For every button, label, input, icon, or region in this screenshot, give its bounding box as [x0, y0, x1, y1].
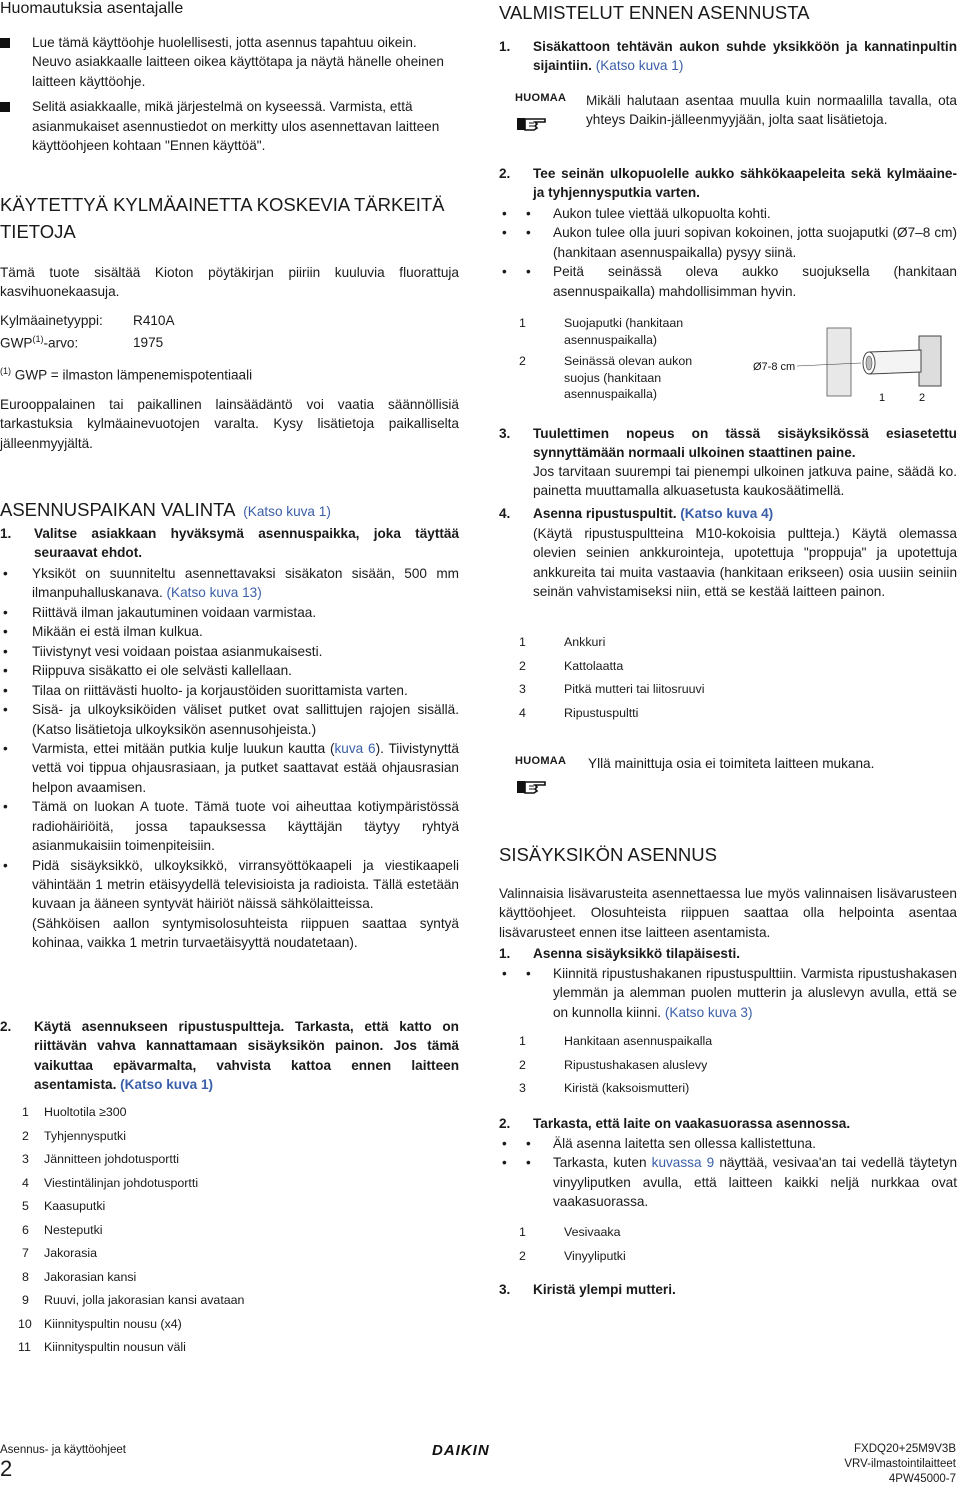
indoor-step-2: 2. Tarkasta, että laite on vaakasuorassa asennossa.	[499, 1116, 851, 1131]
indoor-step-1-bullet	[499, 964, 957, 1022]
legend-row: 9 Ruuvi, jolla jakorasian kansi avataan	[22, 1293, 245, 1307]
daikin-logo	[432, 1440, 490, 1461]
gwp-value: 1975	[133, 335, 164, 350]
legend-row: 4 Ripustuspultti	[519, 705, 639, 720]
step-1	[0, 524, 459, 563]
note-text: Yllä mainittuja osia ei toimiteta laitteen mukana.	[588, 756, 875, 771]
brand-text: DAIKIN	[432, 1442, 490, 1459]
callout-2: 2	[919, 392, 926, 404]
list-item: • • Tarkasta, kuten kuvassa 9 näyttää, vesivaa'an tai vedellä täytetyn vinyyliputken avulla, että laitteen kaikki neljä nurkkaa ovat vaakasuorassa.	[499, 1153, 957, 1211]
page-footer	[0, 1440, 960, 1485]
step-2	[0, 1017, 459, 1095]
legend-row: 1 Ankkuri	[519, 635, 606, 649]
indoor-step-2-bullets	[499, 1134, 957, 1212]
list-item: Lue tämä käyttöohje huolellisesti, jotta asennus tapahtuu oikein. Neuvo asiakkaalle laitteen oikea käyttötapa ja näytä hänelle oheinen laitteen käyttöohje.	[0, 33, 459, 91]
installer-notes-list	[0, 33, 459, 160]
note-tag: HUOMAA	[515, 92, 567, 104]
legend-row: 2 Vinyyliputki	[519, 1248, 626, 1263]
note-tag: HUOMAA	[515, 755, 567, 767]
legend-row: 3 Pitkä mutteri tai liitosruuvi	[519, 682, 705, 696]
refrigerant-type-label: Kylmäainetyyppi:	[0, 313, 103, 328]
legend-row: 3 Jännitteen johdotusportti	[22, 1152, 180, 1166]
list-item: • Varmista, ettei mitään putkia kulje luukun kautta (kuva 6). Tiivistynyttä vettä voi tippua ohjausrasiaan, ja putket saattavat estää ohjausrasian helpon avaamisen.	[0, 739, 459, 797]
legend-row: 8 Jakorasian kansi	[22, 1269, 137, 1284]
footer-model: FXDQ20+25M9V3B	[854, 1443, 956, 1455]
location-heading-row	[0, 497, 331, 523]
list-item: • • Kiinnitä ripustushakanen ripustuspulttiin. Varmista ripustushakasen ylemmän ja alemman puolen mutterin ja aluslevyn avulla, että se on kunnolla kiinni. (Katso kuva 3)	[499, 964, 957, 1022]
footer-doc-code: 4PW45000-7	[888, 1472, 956, 1485]
prep-step-2: 2. Tee seinän ulkopuolelle aukko sähkökaapeleita sekä kylmäaine- ja tyhjennysputkia varten.	[499, 166, 957, 201]
list-item: • Yksiköt on suunniteltu asennettavaksi sisäkaton sisään, 500 mm ilmanpuhalluskanava. (Katso kuva 13)	[0, 564, 459, 603]
gwp-row	[0, 333, 164, 353]
list-item: • • Aukon tulee viettää ulkopuolta kohti.	[499, 204, 957, 223]
note-1	[499, 91, 957, 130]
legend-row: 10 Kiinnityspultin nousu (x4)	[18, 1316, 182, 1331]
location-heading: ASENNUSPAIKAN VALINTA	[0, 499, 236, 520]
legend-row: 2 Tyhjennysputki	[22, 1128, 126, 1143]
step-ref: (Katso kuva 1)	[120, 1077, 214, 1093]
list-item: Selitä asiakkaalle, mikä järjestelmä on kyseessä. Varmista, että asianmukaiset asennustiedot on merkitty ulos asennettavan laitteen käyttöohjeen kohtaan "Ennen käyttöä".	[0, 97, 459, 155]
callout-1: 1	[879, 392, 886, 404]
list-item: • Tämä on luokan A tuote. Tämä tuote voi aiheuttaa kotiympäristössä radiohäiriöitä, jossa tapauksessa käyttäjän täytyy ryhtyä asianmukaisiin toimenpiteisiin.	[0, 797, 459, 855]
list-item: • Pidä sisäyksikkö, ulkoyksikkö, virransyöttökaapeli ja viestikaapeli vähintään 1 metrin etäisyydellä televisioista ja radioista. Tällä estetään kuvaan ja ääneen syntyvät häiriöt näissä sähkölaitteissa. (Sähköisen aallon syntymisolosuhteista riippuen saattaa syntyä kohinaa, vaikka 1 metrin turvaetäisyyttä noudatetaan).	[0, 856, 459, 953]
legend-row: 1 Huoltotila ≥300	[22, 1105, 127, 1119]
diameter-label: Ø7-8 cm	[753, 361, 796, 373]
wall-sleeve-figure	[749, 318, 949, 410]
list-item: • • Älä asenna laitetta sen ollessa kallistettuna.	[499, 1134, 957, 1153]
step-text: Valitse asiakkaan hyväksymä asennuspaikka, joka täyttää seuraavat ehdot.	[34, 526, 459, 561]
wall-figure-legend	[499, 315, 709, 403]
legend-row: 1 Suojaputki (hankitaan asennuspaikalla)	[519, 316, 684, 347]
legend-row: 6 Nesteputki	[22, 1222, 103, 1237]
page-number: 2	[0, 1456, 13, 1481]
figure-9-legend	[499, 1224, 799, 1271]
regulation-text: Eurooppalainen tai paikallinen lainsäädäntö voi vaatia säännöllisiä tarkastuksia kylmäainevuotojen varalta. Kysy lisätietoja paikalliselta jälleenmyyjältä.	[0, 397, 459, 451]
legend-row: 2 Kattolaatta	[519, 658, 624, 673]
prep-step-1: 1. Sisäkattoon tehtävän aukon suhde yksikköön ja kannatinpultin sijaintiin. (Katso kuva 1)	[499, 39, 957, 74]
indoor-text: Valinnaisia lisävarusteita asennettaessa lue myös valinnaisen lisävarusteen käyttöohjeet. Olosuhteista riippuen saattaa olla helpointa asentaa lisävarusteet ennen itse laitteen asentamista.	[499, 886, 957, 940]
list-item: • Tiivistynyt vesi voidaan poistaa asianmukaisesti.	[0, 642, 459, 661]
figure-3-legend	[499, 1033, 799, 1104]
footer-doc-title: Asennus- ja käyttöohjeet	[0, 1444, 126, 1456]
legend-row: 5 Kaasuputki	[22, 1199, 106, 1213]
prep-step-3-text: Jos tarvitaan suurempi tai pienempi ulkoinen jatkuva paine, säädä ko. painetta muuttamalla alkuasetusta kaukosäätimellä.	[533, 464, 957, 499]
refrigerant-text: Tämä tuote sisältää Kioton pöytäkirjan piiriin kuuluvia fluorattuja kasvihuonekaasuja.	[0, 265, 459, 300]
footnote-mark: (1)	[0, 366, 11, 376]
legend-row: 1 Hankitaan asennuspaikalla	[519, 1034, 713, 1048]
list-item: • Sisä- ja ulkoyksiköiden väliset putket ovat sallittujen rajojen sisällä. (Katso lisätietoja ulkoyksikön asennusohjeista.)	[0, 700, 459, 739]
list-item: • Riippuva sisäkatto ei ole selvästi kallellaan.	[0, 661, 459, 680]
legend-row: 3 Kiristä (kaksoismutteri)	[519, 1081, 690, 1095]
legend-row: 2 Ripustushakasen aluslevy	[519, 1057, 708, 1072]
list-item: • Mikään ei estä ilman kulkua.	[0, 622, 459, 641]
installer-notes-title: Huomautuksia asentajalle	[0, 0, 184, 17]
refrigerant-type-value: R410A	[133, 313, 175, 328]
prep-heading: VALMISTELUT ENNEN ASENNUSTA	[499, 2, 810, 23]
prep-step-4-text: (Käytä ripustuspultteina M10-kokoisia pultteja.) Käytä olemassa olevien seinien ankkurointeja, upotettuja "proppuja" ja upotettuja ankkureita tai muita vastaavia (hankitaan erikseen) osia uusiin seiniin seinän vahvistamiseksi niin, että se kestää laitteen painon.	[533, 526, 957, 600]
footnote-text: GWP = ilmaston lämpenemispotentiaali	[14, 367, 253, 383]
legend-row: 2 Seinässä olevan aukon suojus (hankitaan asennuspaikalla)	[519, 354, 693, 402]
footnote	[0, 365, 252, 385]
figure-4-legend	[499, 634, 799, 728]
legend-row: 1 Vesivaaka	[519, 1225, 621, 1239]
list-item: • Tilaa on riittävästi huolto- ja korjaustöiden suorittamista varten.	[0, 681, 459, 700]
prep-step-4: 4. Asenna ripustuspultit. (Katso kuva 4)	[499, 506, 774, 521]
note-2	[499, 754, 957, 773]
pointing-hand-icon	[515, 113, 553, 133]
list-item: • • Peitä seinässä oleva aukko suojuksella (hankitaan asennuspaikalla) mahdollisimman hyvin.	[499, 262, 957, 301]
gwp-label: GWP	[0, 335, 33, 351]
list-item: • • Aukon tulee olla juuri sopivan kokoinen, jotta suojaputki (Ø7–8 cm) (hankitaan asennuspaikalla) pysyy siinä.	[499, 223, 957, 262]
footer-right	[844, 1442, 956, 1485]
step-text: Käytä asennukseen ripustuspultteja. Tarkasta, että katto on riittävän vahva kannattamaan sisäyksikön painon. Jos tämä vaikuttaa epävarmalta, vahvista kattoa ennen laitteen asentamista.	[34, 1019, 459, 1093]
indoor-step-3: 3. Kiristä ylempi mutteri.	[499, 1282, 676, 1297]
location-ref: (Katso kuva 1)	[243, 504, 331, 519]
step-number: 1.	[0, 526, 12, 541]
legend-row: 11 Kiinnityspultin nousun väli	[18, 1340, 186, 1354]
legend-row: 4 Viestintälinjan johdotusportti	[22, 1175, 199, 1190]
pointing-hand-icon	[515, 776, 553, 796]
step-1-bullets	[0, 564, 459, 953]
note-text: Mikäli halutaan asentaa muulla kuin normaalilla tavalla, ota yhteys Daikin-jälleenmyyjään, jolta saat lisätietoja.	[586, 93, 957, 128]
indoor-step-1: 1. Asenna sisäyksikkö tilapäisesti.	[499, 946, 741, 961]
refrigerant-type-row	[0, 311, 175, 330]
footer-category: VRV-ilmastointilaitteet	[844, 1457, 956, 1470]
prep-step-2-bullets	[499, 204, 957, 301]
indoor-heading: SISÄYKSIKÖN ASENNUS	[499, 844, 717, 865]
step-number: 2.	[0, 1019, 12, 1034]
gwp-label-post: -arvo:	[43, 335, 79, 351]
gwp-sup: (1)	[32, 334, 44, 344]
legend-row: 7 Jakorasia	[22, 1246, 98, 1260]
refrigerant-heading: KÄYTETTYÄ KYLMÄAINETTA KOSKEVIA TÄRKEITÄ TIETOJA	[0, 194, 445, 242]
figure-1-legend	[0, 1104, 459, 1363]
prep-step-3: 3. Tuulettimen nopeus on tässä sisäyksikössä esiasetettu synnyttämään normaali ulkoinen staattinen paine.	[499, 426, 957, 461]
list-item: • Riittävä ilman jakautuminen voidaan varmistaa.	[0, 603, 459, 622]
